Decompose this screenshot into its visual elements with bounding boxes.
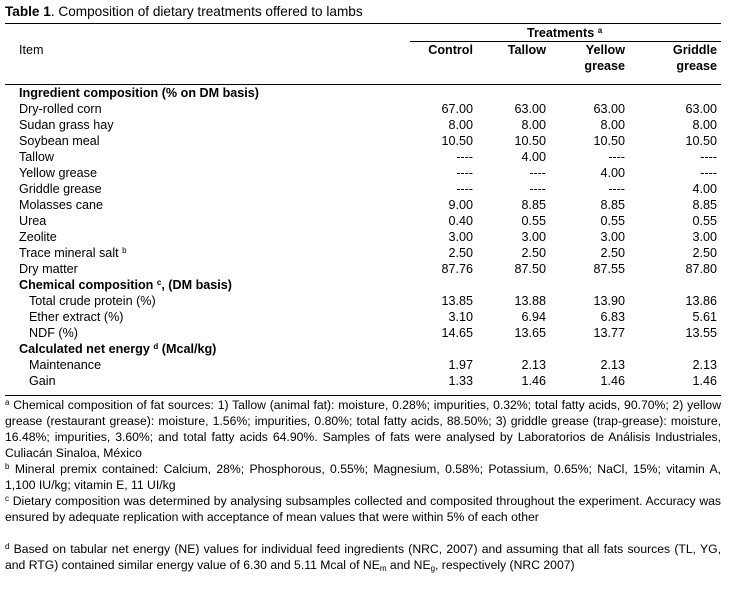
row-label (19, 246, 127, 261)
table-cell: 2.50 (448, 246, 473, 260)
table-cell: 3.00 (448, 230, 473, 244)
table-cell: ---- (456, 150, 473, 164)
footnote-b (5, 461, 721, 493)
treatments-header-sup: a (597, 26, 603, 35)
table-cell: 10.50 (685, 134, 717, 148)
table-cell: 8.00 (448, 118, 473, 132)
table-cell: 13.86 (685, 294, 717, 308)
section-heading (19, 342, 216, 357)
footnote-c (5, 493, 721, 525)
table-cell: ---- (456, 166, 473, 180)
column-header-line2: grease (676, 59, 717, 73)
table-cell: 4.00 (692, 182, 717, 196)
table-title: . Composition of dietary treatments offered to lambs (50, 4, 363, 19)
row-label-text: Dry-rolled corn (19, 102, 102, 116)
table-cell: ---- (608, 150, 625, 164)
table-cell: 8.00 (600, 118, 625, 132)
table-cell: 8.85 (600, 198, 625, 212)
table-cell: 3.00 (600, 230, 625, 244)
table-cell: 3.10 (448, 310, 473, 324)
table-cell: 10.50 (441, 134, 473, 148)
row-label (29, 310, 123, 325)
table-label: Table 1 (5, 4, 51, 19)
row-label (29, 326, 78, 341)
row-label-text: Sudan grass hay (19, 118, 114, 132)
column-header: Griddle (672, 43, 717, 57)
column-header: Tallow (507, 43, 546, 57)
table-cell: 10.50 (593, 134, 625, 148)
row-label-text: Griddle grease (19, 182, 102, 196)
table-cell: 6.94 (521, 310, 546, 324)
table-cell: 87.55 (593, 262, 625, 276)
row-label (19, 262, 78, 277)
row-label (19, 198, 103, 213)
row-label-text: Dry matter (19, 262, 78, 276)
column-header: Yellow (585, 43, 625, 57)
table-cell: 87.50 (514, 262, 546, 276)
table-cell: 1.46 (521, 374, 546, 388)
row-label-suffix: (Mcal/kg) (158, 342, 217, 356)
row-label-text: Calculated net energy (19, 342, 150, 356)
footnote-a-mark: a (5, 398, 10, 407)
table-cell: 63.00 (593, 102, 625, 116)
row-label-text: Tallow (19, 150, 54, 164)
table-cell: ---- (608, 182, 625, 196)
table-cell: 4.00 (521, 150, 546, 164)
row-label (19, 118, 114, 133)
row-label (29, 294, 156, 309)
treatments-rule (410, 41, 721, 42)
row-label-sup: c (156, 278, 162, 287)
row-label-text: NDF (%) (29, 326, 78, 340)
table-cell: 5.61 (692, 310, 717, 324)
table-cell: 8.00 (521, 118, 546, 132)
table-cell: 1.33 (448, 374, 473, 388)
table-cell: 9.00 (448, 198, 473, 212)
table-cell: 67.00 (441, 102, 473, 116)
table-cell: 2.13 (521, 358, 546, 372)
table-cell: 13.90 (593, 294, 625, 308)
column-header: Control (428, 43, 473, 57)
footnote-d (5, 541, 721, 573)
row-label (19, 102, 102, 117)
row-label-suffix: , (DM basis) (161, 278, 232, 292)
table-cell: 8.85 (692, 198, 717, 212)
table-cell: 13.85 (441, 294, 473, 308)
row-label (19, 214, 46, 229)
row-label (19, 230, 57, 245)
row-label-text: Soybean meal (19, 134, 100, 148)
item-header: Item (19, 43, 44, 57)
table-cell: 8.85 (521, 198, 546, 212)
row-label-text: Zeolite (19, 230, 57, 244)
treatments-header (527, 26, 602, 41)
table-cell: 14.65 (441, 326, 473, 340)
row-label-sup: b (122, 246, 127, 255)
section-heading (19, 86, 259, 101)
row-label-text: Gain (29, 374, 56, 388)
footnote-b-mark: b (5, 462, 10, 471)
table-cell: 4.00 (600, 166, 625, 180)
row-label (19, 150, 54, 165)
row-label (29, 358, 101, 373)
row-label-text: Ether extract (%) (29, 310, 124, 324)
table-cell: 2.13 (692, 358, 717, 372)
footnote-c-text: Dietary composition was determined by analysing subsamples collected and composited throughout the experiment. Accuracy was ensured by adequate replication with acceptance of mean values that were within 5% of each other (5, 494, 721, 524)
table-cell: ---- (529, 166, 546, 180)
table-cell: ---- (700, 166, 717, 180)
row-label-text: Yellow grease (19, 166, 97, 180)
row-label (19, 134, 100, 149)
row-label (19, 182, 102, 197)
table-cell: 2.13 (600, 358, 625, 372)
table-cell: ---- (456, 182, 473, 196)
footnote-c-mark: c (5, 494, 9, 503)
row-label (29, 374, 56, 389)
footnote-a (5, 397, 721, 461)
row-label-text: Maintenance (29, 358, 102, 372)
table-cell: 2.50 (521, 246, 546, 260)
table-cell: 3.00 (521, 230, 546, 244)
treatments-header-label: Treatments (527, 26, 595, 40)
top-rule (5, 23, 721, 24)
table-cell: 87.80 (685, 262, 717, 276)
table-cell: 13.55 (685, 326, 717, 340)
table-cell: 0.55 (521, 214, 546, 228)
table-cell: 1.46 (600, 374, 625, 388)
table-cell: 3.00 (692, 230, 717, 244)
footnote-d-sub-g: g (430, 564, 436, 573)
table-cell: 0.40 (448, 214, 473, 228)
table-cell: 13.77 (593, 326, 625, 340)
section-heading (19, 278, 232, 293)
header-rule (5, 84, 721, 85)
table-cell: 10.50 (514, 134, 546, 148)
footnote-d-text-2: and NE (386, 558, 431, 572)
column-header-line2: grease (584, 59, 625, 73)
footnote-b-text: Mineral premix contained: Calcium, 28%; Phosphorous, 0.55%; Magnesium, 0.58%; Potassium, 0.65%; NaCl, 15%; vitamin A, 1,100 IU/kg; vitamin E, 11 UI/kg (5, 462, 722, 492)
row-label (19, 166, 97, 181)
table-cell: 2.50 (600, 246, 625, 260)
table-cell: 13.65 (514, 326, 546, 340)
table-caption (5, 4, 363, 19)
table-cell: 6.83 (600, 310, 625, 324)
row-label-text: Molasses cane (19, 198, 103, 212)
table-cell: ---- (700, 150, 717, 164)
table-cell: 2.50 (692, 246, 717, 260)
footnote-a-text: Chemical composition of fat sources: 1) Tallow (animal fat): moisture, 0.28%; impurities, 0.32%; total fatty acids, 90.70%; 2) yellow grease (restaurant grease): moisture, 1.56%; impurities, 0.80%; total fatty acids, 88.50%; 3) griddle grease (trap-grease): moisture, 16.48%; impurities, 3.60%; and total fatty acids 64.90%. Samples of fats were analysed by Laboratorios de Análisis Industriales, Culiacán Sinaloa, México (5, 398, 722, 460)
table-cell: 1.46 (692, 374, 717, 388)
table-cell: 0.55 (600, 214, 625, 228)
table-cell: 63.00 (685, 102, 717, 116)
row-label-text: Chemical composition (19, 278, 154, 292)
footnote-d-text-3: , respectively (NRC 2007) (435, 558, 575, 572)
row-label-text: Urea (19, 214, 47, 228)
table-cell: 1.97 (448, 358, 473, 372)
bottom-rule (5, 395, 721, 396)
table-cell: 13.88 (514, 294, 546, 308)
table-cell: 87.76 (441, 262, 473, 276)
footnote-d-mark: d (5, 542, 10, 551)
row-label-text: Ingredient composition (% on DM basis) (19, 86, 259, 100)
footnote-d-sub-m: m (379, 564, 387, 573)
table-cell: 63.00 (514, 102, 546, 116)
row-label-text: Total crude protein (%) (29, 294, 156, 308)
row-label-sup: d (153, 342, 159, 351)
table-cell: ---- (529, 182, 546, 196)
table-cell: 8.00 (692, 118, 717, 132)
table-cell: 0.55 (692, 214, 717, 228)
footnote-d-text-1: Based on tabular net energy (NE) values for individual feed ingredients (NRC, 2007) and assuming that all fats sources (TL, YG, and RTG) contained similar energy value of 6.30 and 5.11 Mcal of NE (5, 542, 721, 572)
row-label-text: Trace mineral salt (19, 246, 119, 260)
